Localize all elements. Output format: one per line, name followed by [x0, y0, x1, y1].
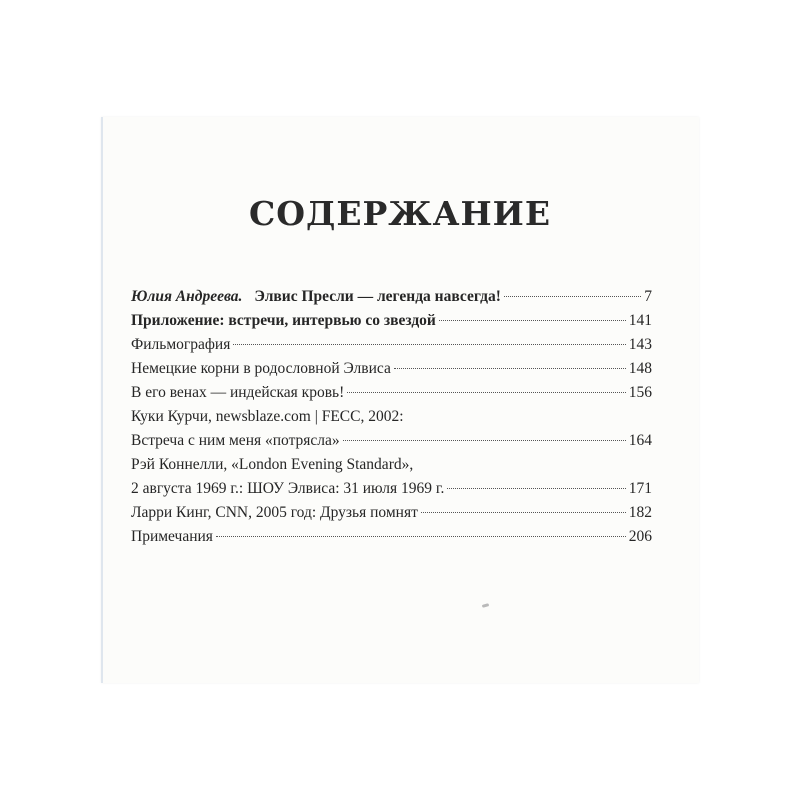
dot-leader: [394, 368, 626, 369]
dot-leader: [439, 320, 626, 321]
toc-entry-source: Куки Курчи, newsblaze.com | FECC, 2002:: [131, 408, 404, 425]
toc-entry-title: Примечания: [131, 528, 213, 545]
toc-entry: [131, 453, 652, 501]
toc-entry-title: Элвис Пресли — легенда навсегда!: [254, 288, 501, 305]
toc-entry-page: 141: [628, 312, 652, 329]
toc-entry-title: Встреча с ним меня «потрясла»: [131, 432, 340, 449]
toc-entry-page: 164: [628, 432, 652, 449]
dot-leader: [343, 440, 626, 441]
toc-entry: [131, 525, 652, 549]
toc-entry-author: Юлия Андреева.: [131, 288, 243, 305]
dot-leader: [233, 344, 625, 345]
toc-entry: [131, 285, 652, 309]
toc-entry-title: Приложение: встречи, интервью со звездой: [131, 312, 436, 329]
toc-entry: [131, 357, 652, 381]
toc-entry-source: Рэй Коннелли, «London Evening Standard»,: [131, 456, 414, 473]
toc-entry-title: Немецкие корни в родословной Элвиса: [131, 360, 391, 377]
toc-entry-page: 143: [628, 336, 652, 353]
page-title: СОДЕРЖАНИЕ: [248, 194, 551, 234]
toc-entry: [131, 309, 652, 333]
toc-entry-page: 171: [628, 480, 652, 497]
toc-entry-title: Ларри Кинг, CNN, 2005 год: Друзья помнят: [131, 504, 418, 521]
dot-leader: [447, 488, 625, 489]
dot-leader: [347, 392, 625, 393]
toc-entry-page: 156: [628, 384, 652, 401]
toc-entry-page: 7: [644, 288, 652, 305]
toc-entry: [131, 405, 652, 453]
table-of-contents: [131, 285, 652, 549]
toc-entry-title: 2 августа 1969 г.: ШОУ Элвиса: 31 июля 1969 г.: [131, 480, 445, 497]
toc-entry: [131, 501, 652, 525]
toc-entry: [131, 381, 652, 405]
dot-leader: [216, 536, 626, 537]
dot-leader: [421, 512, 626, 513]
toc-entry-title: В его венах — индейская кровь!: [131, 384, 345, 401]
toc-entry: [131, 333, 652, 357]
toc-entry-page: 148: [628, 360, 652, 377]
toc-entry-page: 182: [628, 504, 652, 521]
toc-entry-title: Фильмография: [131, 336, 231, 353]
dot-leader: [504, 296, 641, 297]
toc-entry-page: 206: [628, 528, 652, 545]
